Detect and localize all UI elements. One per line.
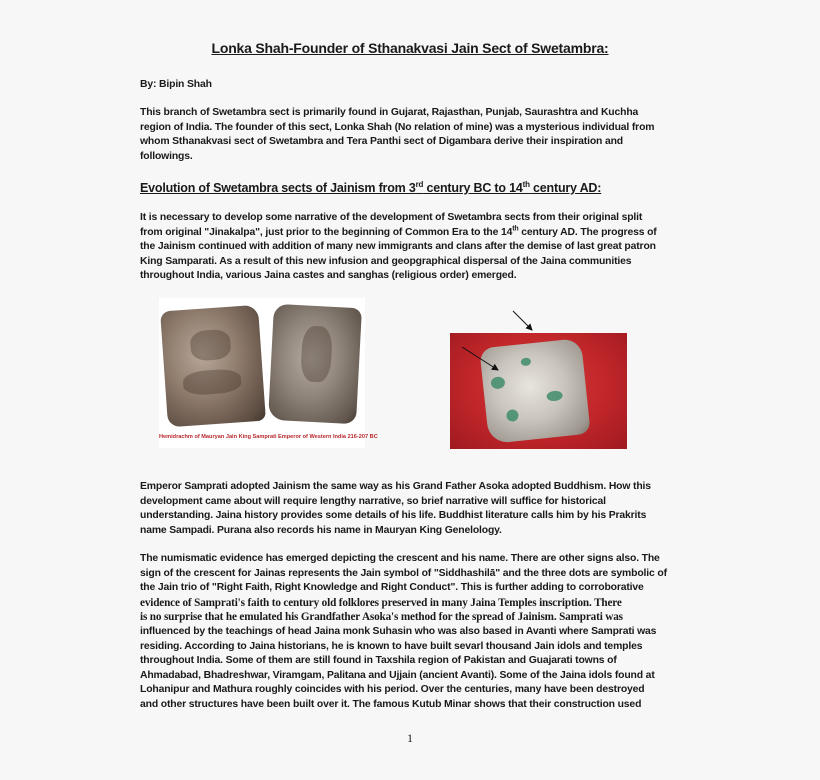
paragraph-line: whom Sthanakvasi sect of Swetambra and Tera Panthi sect of Digambara derive their inspiration and <box>140 136 623 148</box>
patina-spot <box>506 409 519 422</box>
heading-superscript: rd <box>415 180 424 189</box>
paragraph-line <box>140 226 682 241</box>
paragraph-line: the Jain trio of "Right Faith, Right Knowledge and Right Conduct". This is further adding to corroborative <box>140 582 644 594</box>
patina-spot <box>521 357 532 366</box>
heading-text: Evolution of Swetambra sects of Jainism from 3 <box>140 181 416 196</box>
coin-photo-red-background <box>450 333 627 449</box>
paragraph-line: influenced by the teachings of head Jaina monk Suhasin who was also based in Avanti where Samprati was <box>140 625 657 637</box>
line-superscript: th <box>512 225 519 233</box>
paragraph-samprati <box>140 480 682 538</box>
line-text: from original "Jinakalpa", just prior to the beginning of Common Era to the 14 <box>140 226 513 238</box>
section-heading <box>140 180 700 195</box>
coin-relief <box>182 368 242 396</box>
coin-photo-hemidrachm <box>159 298 378 448</box>
heading-text: century AD: <box>529 181 602 196</box>
paragraph-line: and other structures have been built over it. The famous Kutub Minar shows that their construction used <box>140 698 642 710</box>
heading-superscript: th <box>522 180 530 189</box>
paragraph-line: The numismatic evidence has emerged depicting the crescent and his name. There are other signs also. The <box>140 553 660 564</box>
paragraph-line: It is necessary to develop some narrative of the development of Swetambra sects from their original split <box>140 212 643 223</box>
paragraph-line: Emperor Samprati adopted Jainism the same way as his Grand Father Asoka adopted Buddhism. How this <box>140 481 651 492</box>
paragraph-line: throughout India, various Jaina castes and sanghas (religious order) emerged. <box>140 270 517 282</box>
paragraph-line: the Jainism continued with addition of many new immigrants and clans after the demise of last great patron <box>140 241 656 253</box>
paragraph-line: Ahmadabad, Bhadreshwar, Viramgam, Palitana and Ujjain (ancient Avanti). Some of the Jaina idols found at <box>140 669 655 681</box>
paragraph-evolution <box>140 211 682 284</box>
paragraph-line: name Sampadi. Purana also records his name in Mauryan King Genelology. <box>140 524 502 536</box>
coin-relief <box>300 325 333 382</box>
paragraph-line: sign of the crescent for Jainas represents the Jain symbol of "Siddhashilā" and the three dots are symbolic of <box>140 567 667 579</box>
page-number: 1 <box>407 731 413 745</box>
paragraph-line: development came about will require lengthy narrative, so brief narrative will suffice for historical <box>140 495 606 507</box>
paragraph-line: evidence of Samprati's faith to century old folklores preserved in many Jaina Temples inscription. There <box>140 596 622 609</box>
byline <box>140 78 682 93</box>
paragraph-line: is no surprise that he emulated his Grandfather Asoka's method for the spread of Jainism. Samprati was <box>140 611 623 624</box>
coin-obverse <box>160 305 266 428</box>
paragraph-line: followings. <box>140 150 193 162</box>
paragraph-line: understanding. Jaina history provides some details of his life. Buddhist literature calls him by his Prakrits <box>140 510 647 522</box>
paragraph-line: Lohanipur and Mathura roughly coincides with his period. Over the centuries, many have been destroyed <box>140 684 645 696</box>
coin-reverse <box>268 304 362 424</box>
coin-silver <box>479 338 590 444</box>
paragraph-line: region of India. The founder of this sect, Lonka Shah (No relation of mine) was a mysterious individual from <box>140 121 655 133</box>
paragraph-line: throughout India. Some of them are still found in Taxshila region of Pakistan and Guajarati towns of <box>140 655 617 667</box>
line-text: century AD. The progress of <box>518 226 657 238</box>
byline-text: By: Bipin Shah <box>140 79 212 90</box>
document-title: Lonka Shah-Founder of Sthanakvasi Jain Sect of Swetambra: <box>211 40 609 56</box>
paragraph-line: residing. According to Jaina historians, he is known to have built sevarl thousand Jain idols and temples <box>140 640 643 652</box>
image-caption: Hemidrachm of Mauryan Jain King Samprati Emperor of Western India 216-207 BC <box>159 434 378 440</box>
paragraph-intro <box>140 106 682 164</box>
patina-spot <box>546 390 563 402</box>
coin-relief <box>190 329 232 362</box>
paragraph-numismatic <box>140 552 682 713</box>
heading-text: century BC to 14 <box>423 181 523 196</box>
paragraph-line: King Samparati. As a result of this new infusion and geopgraphical dispersal of the Jaina communities <box>140 255 632 267</box>
paragraph-line: This branch of Swetambra sect is primarily found in Gujarat, Rajasthan, Punjab, Saurashtra and Kuchha <box>140 107 639 118</box>
arrow-pointer <box>513 311 532 330</box>
patina-spot <box>490 376 505 389</box>
